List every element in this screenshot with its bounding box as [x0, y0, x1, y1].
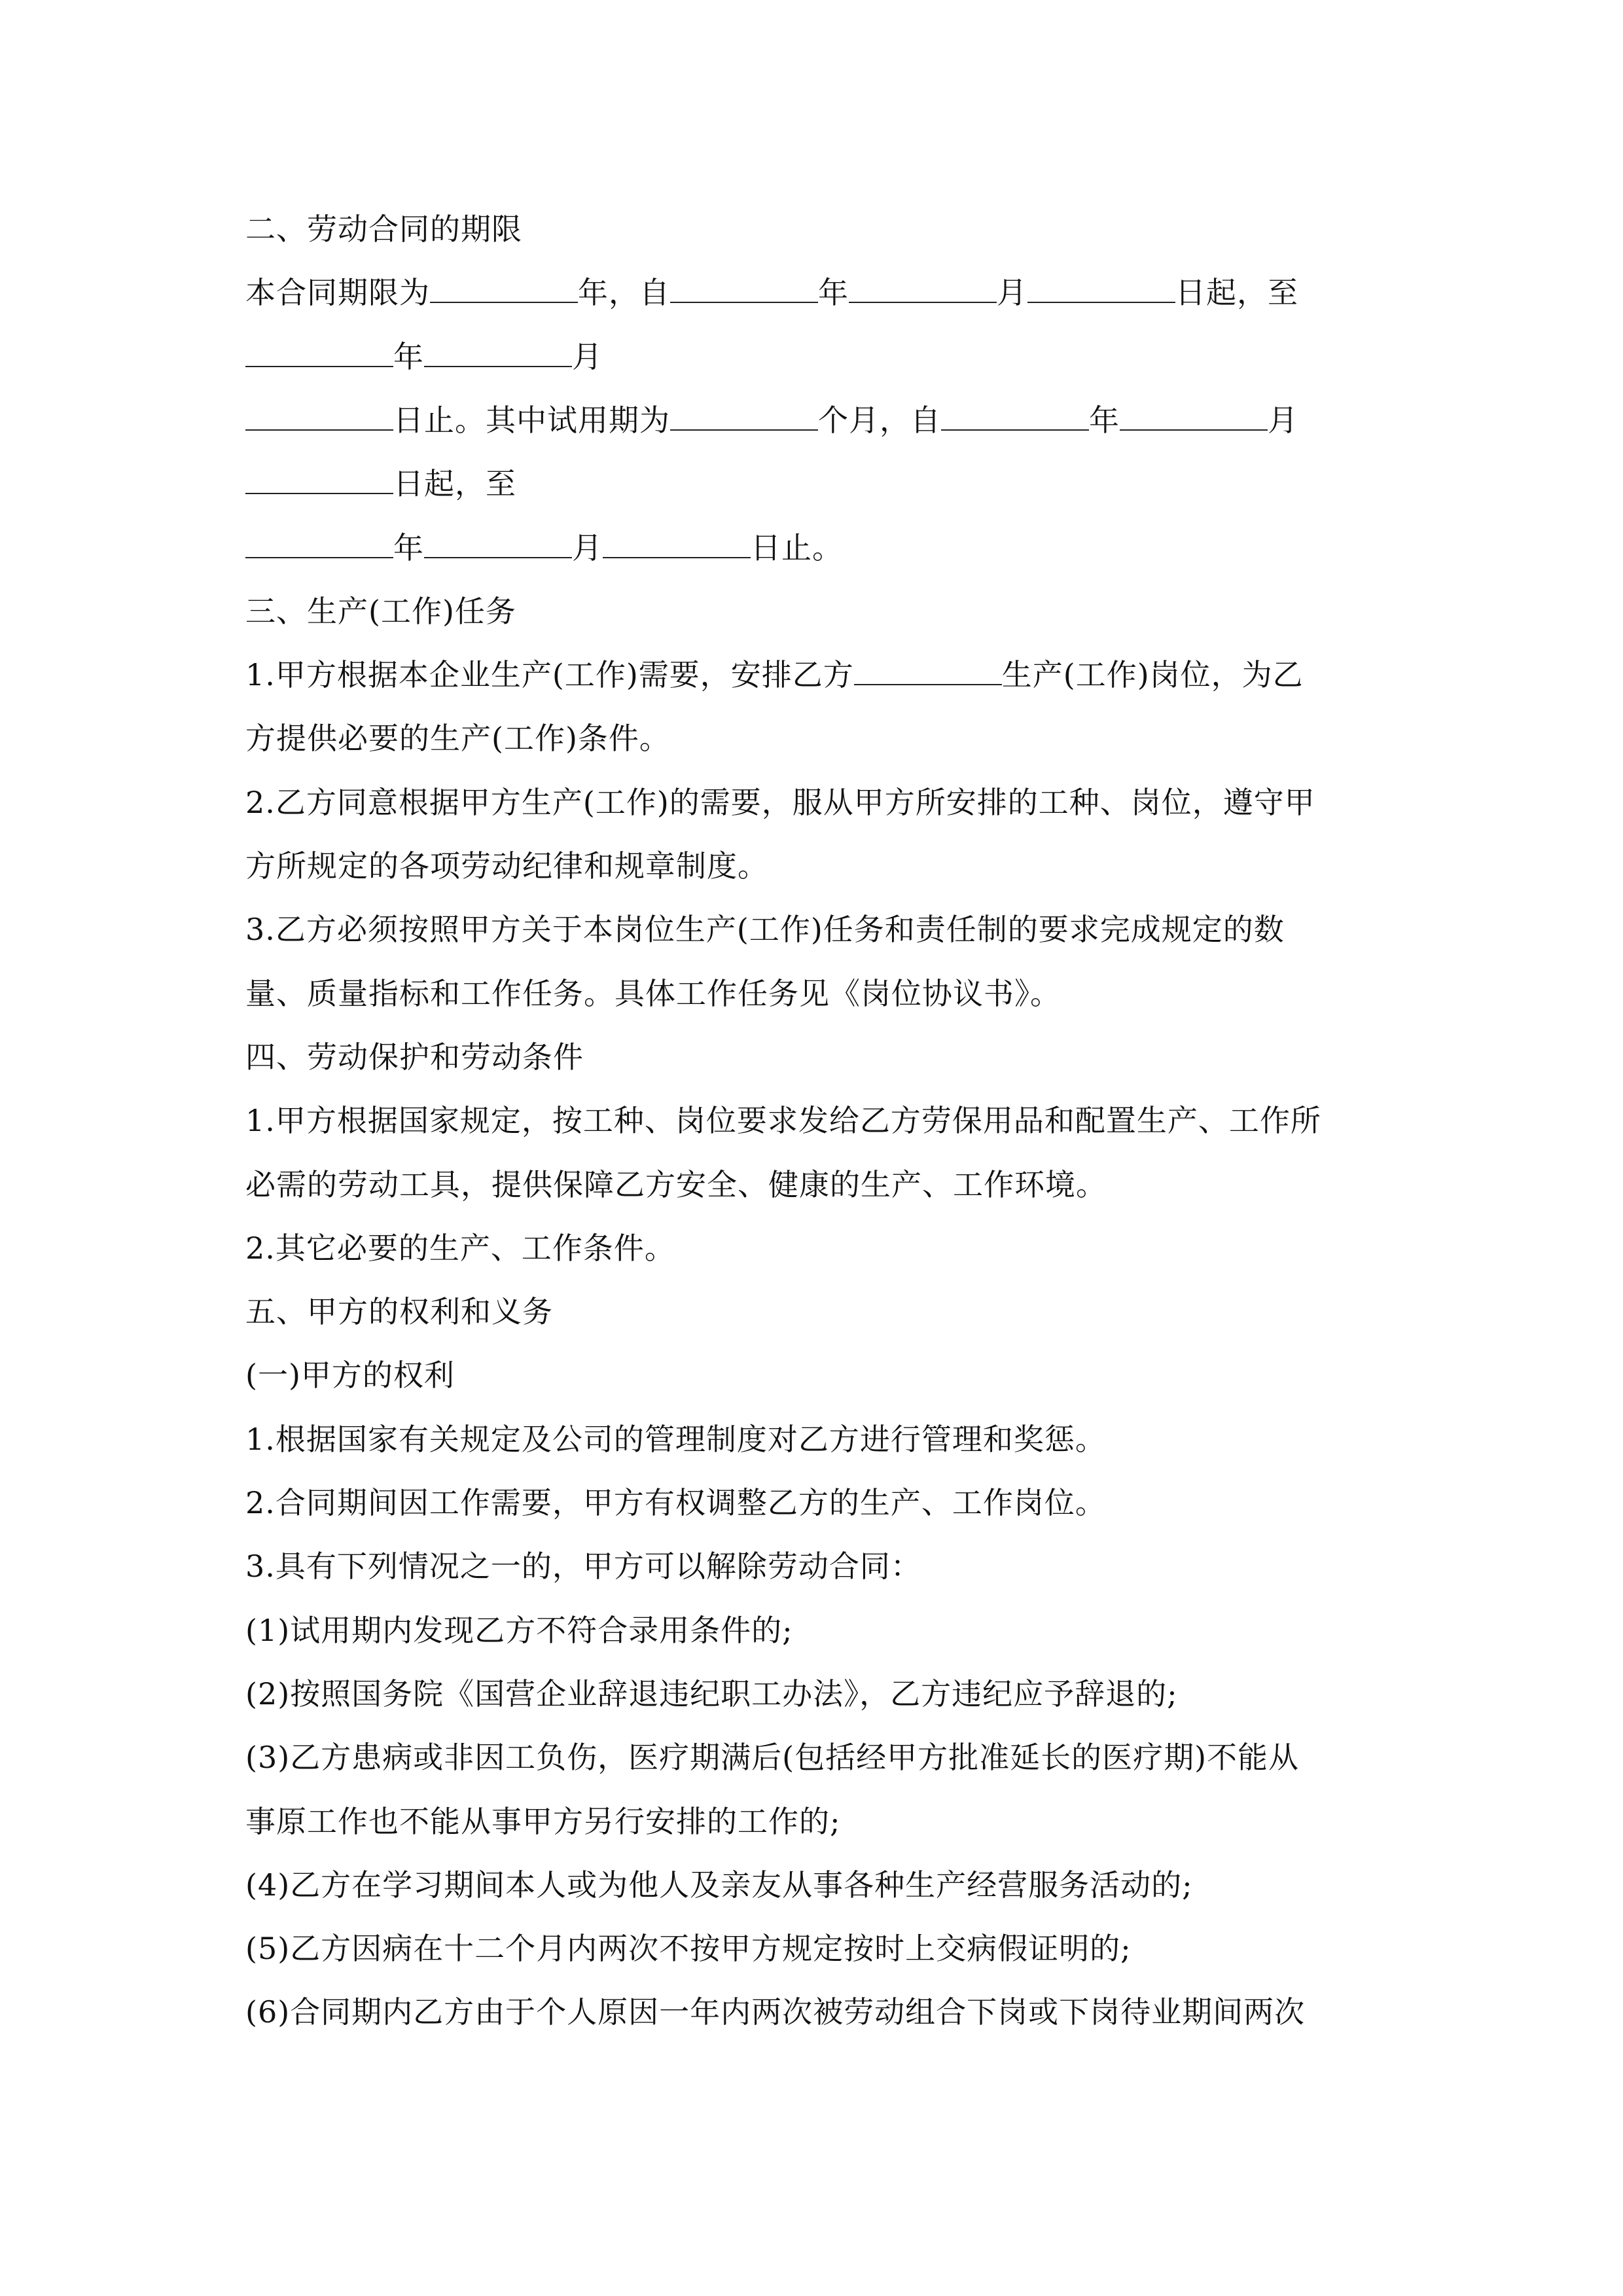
line-text: 年	[393, 339, 424, 374]
document-line	[245, 1922, 1384, 1975]
fill-in-blank[interactable]	[670, 268, 818, 303]
line-text: 日起，至	[393, 466, 516, 501]
fill-in-blank[interactable]	[670, 395, 818, 431]
line-text: 二、劳动合同的期限	[245, 211, 522, 247]
document-line	[245, 1540, 1384, 1592]
document-line	[245, 457, 1384, 510]
document-line	[245, 840, 1384, 892]
document-line	[245, 585, 1384, 637]
line-text: 年	[818, 275, 849, 310]
document-line	[245, 1413, 1384, 1465]
line-text: (4)乙方在学习期间本人或为他人及亲友从事各种生产经营服务活动的;	[245, 1867, 1193, 1903]
document-line	[245, 331, 1384, 383]
line-text: 五、甲方的权利和义务	[245, 1294, 553, 1329]
line-text: 3.具有下列情况之一的，甲方可以解除劳动合同：	[245, 1549, 921, 1584]
line-text: 事原工作也不能从事甲方另行安排的工作的;	[245, 1804, 841, 1839]
fill-in-blank[interactable]	[854, 650, 1002, 685]
line-text: 月	[997, 275, 1027, 310]
line-text: 个月，自	[818, 403, 941, 438]
fill-in-blank[interactable]	[430, 268, 578, 303]
document-line	[245, 1094, 1384, 1147]
document-line	[245, 1859, 1384, 1911]
document-line	[245, 1668, 1384, 1720]
document-line	[245, 1986, 1384, 2038]
line-text: (3)乙方患病或非因工负伤，医疗期满后(包括经甲方批准延长的医疗期)不能从	[245, 1740, 1300, 1775]
line-text: 量、质量指标和工作任务。具体工作任务见《岗位协议书》。	[245, 976, 1061, 1011]
line-text: 日止。其中试用期为	[393, 403, 670, 438]
document-line	[245, 1285, 1384, 1338]
line-text: 方提供必要的生产(工作)条件。	[245, 721, 670, 756]
line-text: (1)试用期内发现乙方不符合录用条件的;	[245, 1613, 793, 1648]
line-text: 年	[1089, 403, 1120, 438]
fill-in-blank[interactable]	[1027, 268, 1175, 303]
fill-in-blank[interactable]	[1120, 395, 1268, 431]
line-text: 方所规定的各项劳动纪律和规章制度。	[245, 848, 768, 884]
line-text: 1.根据国家有关规定及公司的管理制度对乙方进行管理和奖惩。	[245, 1422, 1106, 1457]
line-text: (6)合同期内乙方由于个人原因一年内两次被劳动组合下岗或下岗待业期间两次	[245, 1994, 1306, 2030]
line-text: 2.乙方同意根据甲方生产(工作)的需要，服从甲方所安排的工种、岗位，遵守甲	[245, 785, 1315, 820]
line-text: 四、劳动保护和劳动条件	[245, 1039, 584, 1075]
line-text: 2.合同期间因工作需要，甲方有权调整乙方的生产、工作岗位。	[245, 1485, 1106, 1520]
line-text: (2)按照国务院《国营企业辞退违纪职工办法》，乙方违纪应予辞退的;	[245, 1676, 1178, 1712]
document-line	[245, 1031, 1384, 1083]
fill-in-blank[interactable]	[424, 523, 572, 558]
line-text: 月	[572, 339, 603, 374]
document-line	[245, 1604, 1384, 1657]
fill-in-blank[interactable]	[245, 332, 393, 367]
fill-in-blank[interactable]	[603, 523, 751, 558]
line-text: 本合同期限为	[245, 275, 430, 310]
line-text: 必需的劳动工具，提供保障乙方安全、健康的生产、工作环境。	[245, 1167, 1107, 1202]
document-line	[245, 649, 1384, 701]
line-text: 月	[1268, 403, 1298, 438]
document-line	[245, 903, 1384, 956]
fill-in-blank[interactable]	[245, 459, 393, 494]
document-line	[245, 712, 1384, 764]
line-text: 生产(工作)岗位，为乙	[1001, 657, 1304, 692]
document-line	[245, 394, 1384, 446]
document-line	[245, 967, 1384, 1020]
document-line	[245, 1158, 1384, 1211]
document-line	[245, 1349, 1384, 1401]
line-text: 3.乙方必须按照甲方关于本岗位生产(工作)任务和责任制的要求完成规定的数	[245, 912, 1285, 947]
fill-in-blank[interactable]	[245, 523, 393, 558]
line-text: (5)乙方因病在十二个月内两次不按甲方规定按时上交病假证明的;	[245, 1931, 1132, 1966]
document-line	[245, 522, 1384, 574]
document-line	[245, 1795, 1384, 1848]
document-line	[245, 1477, 1384, 1529]
document-line	[245, 266, 1384, 319]
fill-in-blank[interactable]	[424, 332, 572, 367]
line-text: 1.甲方根据本企业生产(工作)需要，安排乙方	[245, 657, 854, 692]
line-text: 年，自	[578, 275, 670, 310]
line-text: 1.甲方根据国家规定，按工种、岗位要求发给乙方劳保用品和配置生产、工作所	[245, 1103, 1321, 1138]
fill-in-blank[interactable]	[941, 395, 1089, 431]
document-line	[245, 1222, 1384, 1274]
line-text: 月	[572, 530, 603, 565]
line-text: (一)甲方的权利	[245, 1357, 455, 1393]
line-text: 三、生产(工作)任务	[245, 594, 516, 629]
line-text: 年	[393, 530, 424, 565]
line-text: 日起，至	[1175, 275, 1298, 310]
document-line	[245, 203, 1384, 255]
line-text: 2.其它必要的生产、工作条件。	[245, 1230, 675, 1266]
fill-in-blank[interactable]	[245, 395, 393, 431]
line-text: 日止。	[751, 530, 843, 565]
fill-in-blank[interactable]	[849, 268, 997, 303]
document-line	[245, 776, 1384, 829]
document-line	[245, 1731, 1384, 1784]
